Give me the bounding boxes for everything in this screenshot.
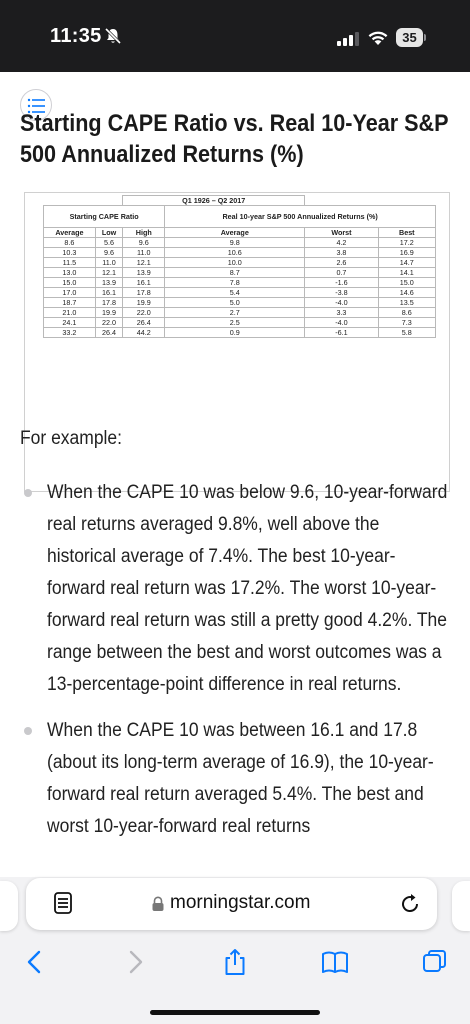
mute-bell-icon [104,27,122,45]
table-cell: 8.6 [44,238,96,248]
table-cell: 7.3 [378,318,435,328]
table-cell: 5.4 [165,288,305,298]
table-cell: -1.6 [305,278,378,288]
table-cell: 16.1 [123,278,165,288]
group-header-cape: Starting CAPE Ratio [44,206,165,228]
table-cell: 11.0 [95,258,122,268]
lock-icon [151,896,165,912]
table-cell: 13.9 [123,268,165,278]
table-row [44,328,436,338]
col-header: Average [165,228,305,238]
table-cell: 15.0 [44,278,96,288]
table-cell: 17.8 [123,288,165,298]
table-cell: 21.0 [44,308,96,318]
reload-icon[interactable] [398,892,422,916]
table-cell: 2.6 [305,258,378,268]
table-cell: 5.6 [95,238,122,248]
table-cell: 14.1 [378,268,435,278]
table-cell: -4.0 [305,298,378,308]
table-cell: 16.9 [378,248,435,258]
table-cell: 5.0 [165,298,305,308]
table-cell: 17.0 [44,288,96,298]
table-period: Q1 1926 – Q2 2017 [123,196,305,206]
table-row [44,318,436,328]
table-row [44,308,436,318]
table-row [44,248,436,258]
tabs-icon[interactable] [420,947,450,977]
bullet-text: When the CAPE 10 was between 16.1 and 17.8 (about its long-term average of 16.9), the 10-year-forward real return averaged 5.4%. The best and worst 10-year-forward real returns [47,720,434,837]
table-row [44,278,436,288]
bullet-text: When the CAPE 10 was below 9.6, 10-year-forward real returns averaged 9.8%, well above the historical average of 7.4%. The best 10-year-forward real return was 17.2%. The worst 10-year-forward real return was still a pretty good 4.2%. The range between the best and worst outcomes was a 13-percentage-point difference in real returns. [47,482,448,695]
table-cell: 24.1 [44,318,96,328]
table-cell: 3.3 [305,308,378,318]
intro-text: For example: [20,428,123,449]
status-bar [0,0,470,72]
table-cell: 11.5 [44,258,96,268]
url-text[interactable]: morningstar.com [170,892,311,913]
status-time: 11:35 [50,25,102,47]
table-cell: 14.6 [378,288,435,298]
table-cell: 16.1 [95,288,122,298]
list-item [20,477,450,701]
table-cell: 13.5 [378,298,435,308]
table-cell: 4.2 [305,238,378,248]
address-bar[interactable] [26,878,437,930]
cape-returns-table [43,195,436,338]
table-cell: 17.2 [378,238,435,248]
col-header: Average [44,228,96,238]
battery-icon [396,28,426,47]
group-header-returns: Real 10-year S&P 500 Annualized Returns (%) [165,206,436,228]
table-row [44,298,436,308]
table-cell: 9.6 [123,238,165,248]
previous-tab-peek[interactable] [0,881,18,931]
table-cell: 22.0 [123,308,165,318]
table-cell: 17.8 [95,298,122,308]
share-icon[interactable] [220,947,250,977]
col-header: Best [378,228,435,238]
table-cell: 3.8 [305,248,378,258]
table-cell: 19.9 [123,298,165,308]
table-cell: -4.0 [305,318,378,328]
table-cell: 26.4 [123,318,165,328]
table-cell: 19.9 [95,308,122,318]
table-cell: 22.0 [95,318,122,328]
table-cell: 26.4 [95,328,122,338]
signal-icon [337,32,359,46]
table-row [44,288,436,298]
table-cell: 12.1 [95,268,122,278]
table-cell: 0.7 [305,268,378,278]
table-cell: -6.1 [305,328,378,338]
table-cell: -3.8 [305,288,378,298]
table-cell: 44.2 [123,328,165,338]
next-tab-peek[interactable] [452,881,470,931]
col-header: Worst [305,228,378,238]
table-cell: 15.0 [378,278,435,288]
browser-bottom-bar [0,877,470,1024]
table-cell: 7.8 [165,278,305,288]
article-title: Starting CAPE Ratio vs. Real 10-Year S&P 500 Annualized Returns (%) [20,110,449,168]
col-header: Low [95,228,122,238]
table-cell: 13.9 [95,278,122,288]
battery-level: 35 [396,28,423,47]
table-cell: 8.7 [165,268,305,278]
table-cell: 9.6 [95,248,122,258]
table-cell: 9.8 [165,238,305,248]
col-header: High [123,228,165,238]
table-cell: 2.7 [165,308,305,318]
table-cell: 10.0 [165,258,305,268]
bullet-dot [24,727,32,735]
table-cell: 18.7 [44,298,96,308]
table-row [44,238,436,248]
table-body [44,238,436,338]
bullet-dot [24,489,32,497]
bullet-list [20,477,450,857]
table-cell: 5.8 [378,328,435,338]
web-content[interactable] [0,72,470,877]
table-cell: 0.9 [165,328,305,338]
reader-icon[interactable] [52,892,74,916]
home-indicator[interactable] [150,1010,320,1015]
back-icon[interactable] [20,947,50,977]
table-cell: 33.2 [44,328,96,338]
table-cell: 12.1 [123,258,165,268]
list-item [20,715,450,843]
table-cell: 13.0 [44,268,96,278]
bookmarks-icon[interactable] [320,947,350,977]
table-cell: 10.3 [44,248,96,258]
table-cell: 2.5 [165,318,305,328]
table-cell: 14.7 [378,258,435,268]
table-row [44,258,436,268]
table-cell: 11.0 [123,248,165,258]
forward-icon[interactable] [120,947,150,977]
table-cell: 8.6 [378,308,435,318]
table-cell: 10.6 [165,248,305,258]
wifi-icon [367,29,389,46]
table-row [44,268,436,278]
